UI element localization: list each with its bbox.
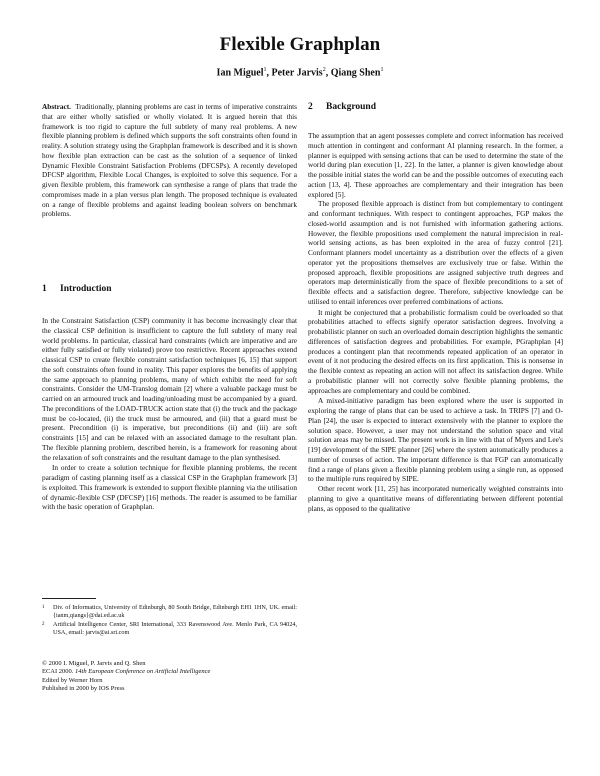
abstract [42,102,297,219]
copyright-line: © 2000 I. Miguel, P. Jarvis and Q. Shen [42,660,146,667]
section-heading-background [308,102,376,112]
paragraph: The proposed flexible approach is distinct from but complementary to contingent and conformant techniques. With respect to contingent approaches, FGP makes the closed-world assumption and is not furnished with information gathering actions. However, the flexible propositions used complement the natural imprecision in real-world sensing actions, as has been exploited in the area of fuzzy control [21]. Conformant planners model uncertainty as a distribution over the effects of a given operator yet the propositions themselves are exclusively true or false. Within the proposed approach, flexible propositions are assigned subjective truth degrees and operators map deterministically from the space of flexible preconditions to a set of flexible effects and a satisfaction degree. Therefore, subjective knowledge can be utilised to entail inferences over preferred combinations of actions. [308,199,563,306]
section-heading-introduction [42,284,112,294]
conference-line [42,668,297,676]
paragraph: A mixed-initiative paradigm has been explored where the user is supported in exploring the range of plans that can be used to achieve a task. In TRIPS [7] and O-Plan [24], the user is expected to interact extensively with the planner to explore the solution space. However, a user may not understand the solution space and vital solution areas may be missed. The present work is in line with that of Myers and Lee's [19] development of the SIPE planner [26] where the system automatically produces a number of courses of action. The important difference is that FGP can automatically find a range of plans given a flexible planning problem using a single run, as opposed to the multiple runs required by SIPE. [308,396,563,484]
author-name: Qiang Shen [330,67,381,79]
author-affiliation-mark: 1 [380,67,384,73]
paragraph: In the Constraint Satisfaction (CSP) community it has become increasingly clear that the classical CSP definition is insufficient to capture the full subtlety of many real world problems. In particular, classical hard constraints (which are imperative and are either fully satisfied or fully violated) prove too restrictive. Recent approaches extend classical CSP to create flexible constraint satisfaction techniques [6, 15] that support the soft constraints often found in reality. This paper explores the benefits of applying the same approach to planning problems, many of which exhibit the need for soft constraints. Consider the UM-Translog domain [2] where a valuable package must be carried on an armoured truck and loading/unloading must be accompanied by a guard. The preconditions of the LOAD-TRUCK action state that (i) the truck and the package must be co-located, (ii) the truck must be armoured, and (iii) that a guard must be present. Precondition (i) is imperative, but preconditions (ii) and (iii) are soft constraints [15] and can be relaxed with an associated damage to the resultant plan. The flexible planning problem, described herein, is a framework for reasoning about the relaxation of soft constraints and the resultant damage to the plan synthesised. [42,316,297,462]
author-name: Ian Miguel [216,67,264,79]
publisher-line: Published in 2000 by IOS Press [42,685,125,693]
paragraph: Other recent work [11, 25] has incorporated numerically weighted constraints into planning to give a quantitative means of differentiating between different potential plans, as opposed to the qualitative [308,484,563,513]
footnotes [42,604,297,638]
conference-name: 14th European Conference on Artificial Intelligence [75,668,211,676]
paragraph: It might be conjectured that a probabilistic formalism could be overloaded so that probabilities attached to effects signify operator satisfaction degrees. Involving a probabilistic planner on such an overloaded domain description highlights the semantic differences of satisfaction degrees and probabilities. For example, PGraphplan [4] produces a contingent plan that recommends repeated application of an operator in event of it not producing the desired effects on its first application. This is nonsense in the flexible context as repeating an action will not affect its satisfaction degree. While a probabilistic planner will not correctly solve flexible planning problems, the approaches are complementary and could be combined. [308,307,563,395]
section-title: Background [326,102,376,112]
footnote-rule [42,598,96,599]
abstract-text: Traditionally, planning problems are cast in terms of imperative constraints that are either wholly satisfied or wholly violated. It is argued herein that this framework is too rigid to capture the full subtlety of many real problems. A new flexible planning problem is defined which supports the soft constraints often found in reality. A solution strategy using the Graphplan framework is described and it is shown how flexible plan extraction can be cast as the solution of a sequence of linked Dynamic Flexible Constraint Satisfaction Problems (DFCSPs). A recently developed DFCSP algorithm, Flexible Local Changes, is exploited to solve this sequence. For a given flexible problem, this framework can synthesise a range of plans that trade the compromises made in a plan versus plan length. The proposed technique is evaluated on a range of flexible problems and against leading boolean solvers on benchmark problems. [42,102,297,219]
footnote-text: Div. of Informatics, University of Edinburgh, 80 South Bridge, Edinburgh EH1 1HN, UK. email: {ianm,qiangs}@dai.ed.ac.uk [53,604,297,619]
paper-title: Flexible Graphplan [219,34,381,55]
section-number: 1 [42,284,47,294]
conference-prefix: ECAI 2000. [42,668,74,676]
abstract-label: Abstract. [42,102,71,111]
footnote-mark: 1 [42,605,45,610]
footnote [42,621,297,637]
footnote-mark: 2 [42,622,45,627]
section-number: 2 [308,102,313,112]
paragraph: In order to create a solution technique for flexible planning problems, the recent paradigm of casting planning itself as a classical CSP in the Graphplan framework [3] is exploited. This framework is extended to support flexible planning via the utilisation of dynamic-flexible CSP (DFCSP) [16] methods. The reader is assumed to be familiar with the basic operation of Graphplan. [42,463,297,512]
introduction-body [42,316,297,512]
footnote [42,604,297,620]
author-affiliation-mark: 2 [322,67,326,73]
copyright-block [42,660,297,694]
footnote-text: Artificial Intelligence Center, SRI International, 333 Ravenswood Ave. Menlo Park, CA 94024, USA, email: jarvis@ai.sri.com [53,621,297,636]
paragraph: The assumption that an agent possesses complete and correct information has received much attention in contingent and conformant AI planning research. In the former, a planner is equipped with sensing actions that can be used to determine the state of the world during plan execution [1, 22]. In the latter, a planner is given knowledge about the possible initial states the world can be and the possible outcomes of executing each action [13, 4]. These approaches are complementary and their integration has been explored [5]. [308,131,563,199]
editor-line: Edited by Werner Horn [42,676,103,684]
author-name: Peter Jarvis [271,67,323,79]
author-affiliation-mark: 1 [263,67,267,73]
section-title: Introduction [60,284,112,294]
author-list: Ian Miguel$^1$, Peter Jarvis$^2$, Qiang Shen$^1$ [216,67,384,79]
background-body [308,131,563,513]
